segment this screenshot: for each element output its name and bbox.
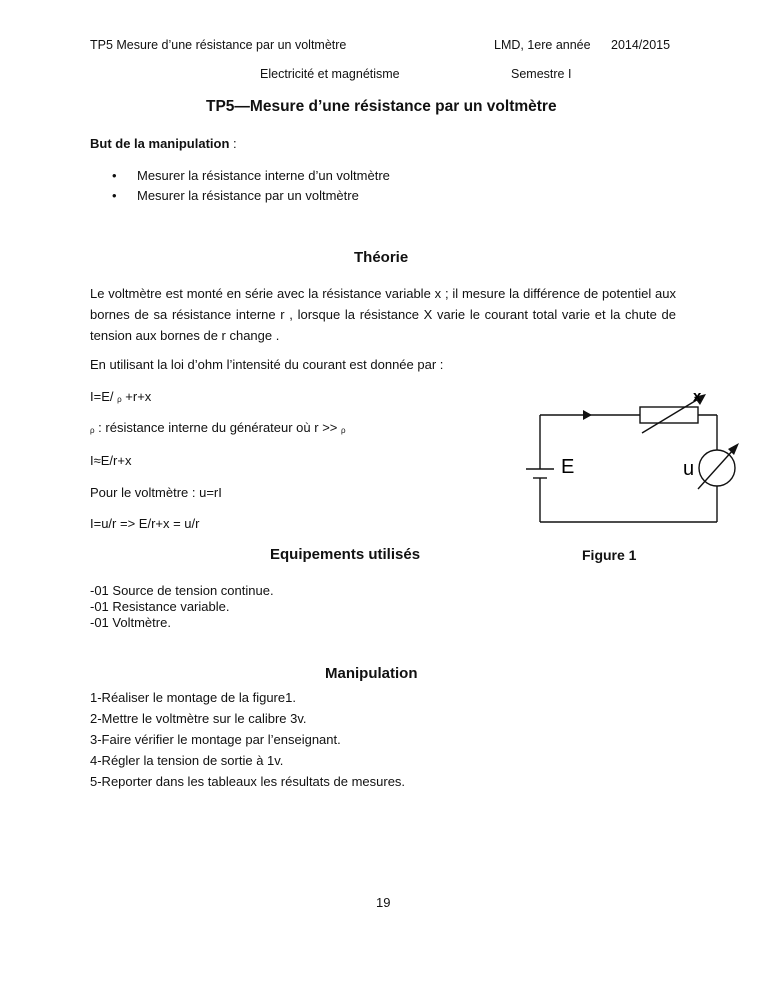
equipment-heading: Equipements utilisés	[270, 546, 421, 563]
current-arrow-icon	[583, 410, 592, 420]
theory-heading: Théorie	[354, 249, 409, 266]
header-doc-title: TP5 Mesure d’une résistance par un voltmètre	[90, 38, 347, 52]
label-u: u	[683, 458, 695, 480]
manipulation-steps	[90, 687, 405, 792]
eq1-part-a: I=E/	[90, 389, 114, 404]
goal-colon: :	[229, 136, 237, 151]
equation-current	[90, 389, 151, 404]
rho-definition	[90, 420, 346, 435]
label-e: E	[561, 456, 575, 478]
equipment-item: -01 Source de tension continue.	[90, 583, 274, 598]
eq1-part-b: +r+x	[121, 389, 152, 404]
variable-resistor	[640, 407, 698, 423]
header-subject: Electricité et magnétisme	[260, 67, 400, 81]
rho-symbol: ρ	[341, 426, 346, 435]
manipulation-step: 3-Faire vérifier le montage par l’enseignant.	[90, 732, 341, 747]
theory-paragraph: Le voltmètre est monté en série avec la résistance variable x ; il mesure la différence de potentiel aux bornes de sa résistance interne r , lorsque la résistance X varie le courant total varie et la chute de tension aux bornes de r change .	[90, 286, 676, 343]
circuit-diagram	[520, 385, 756, 530]
goal-label: But de la manipulation	[90, 136, 230, 151]
equipment-list	[90, 583, 274, 631]
page-number: 19	[376, 895, 391, 910]
ohm-intro: En utilisant la loi d’ohm l’intensité du courant est donnée par :	[90, 357, 444, 372]
goal-heading	[90, 136, 237, 151]
manipulation-step: 4-Régler la tension de sortie à 1v.	[90, 753, 284, 768]
equipment-item: -01 Voltmètre.	[90, 615, 171, 630]
goal-item: • Mesurer la résistance interne d’un voltmètre	[90, 166, 390, 186]
rho-symbol: ρ	[117, 395, 122, 404]
header-level: LMD, 1ere année	[494, 38, 591, 52]
equation-approx: I≈E/r+x	[90, 453, 132, 468]
goal-item: • Mesurer la résistance par un voltmètre	[90, 186, 390, 206]
equation-voltmeter: Pour le voltmètre : u=rI	[90, 485, 222, 500]
manipulation-step: 5-Reporter dans les tableaux les résultats de mesures.	[90, 774, 406, 789]
page-title: TP5—Mesure d’une résistance par un voltmètre	[206, 98, 557, 115]
manipulation-step: 2-Mettre le voltmètre sur le calibre 3v.	[90, 711, 307, 726]
rho-definition-text: : résistance interne du générateur où r >>	[94, 420, 341, 435]
equation-result: I=u/r => E/r+x = u/r	[90, 516, 200, 531]
header-semester: Semestre I	[511, 67, 572, 81]
manipulation-step: 1-Réaliser le montage de la figure1.	[90, 690, 296, 705]
manipulation-heading: Manipulation	[325, 665, 418, 682]
rho-symbol: ρ	[90, 426, 95, 435]
figure-caption: Figure 1	[582, 547, 637, 563]
label-x: x	[693, 388, 702, 405]
equipment-item: -01 Resistance variable.	[90, 599, 230, 614]
goal-list	[90, 166, 390, 206]
header-year: 2014/2015	[611, 38, 671, 52]
